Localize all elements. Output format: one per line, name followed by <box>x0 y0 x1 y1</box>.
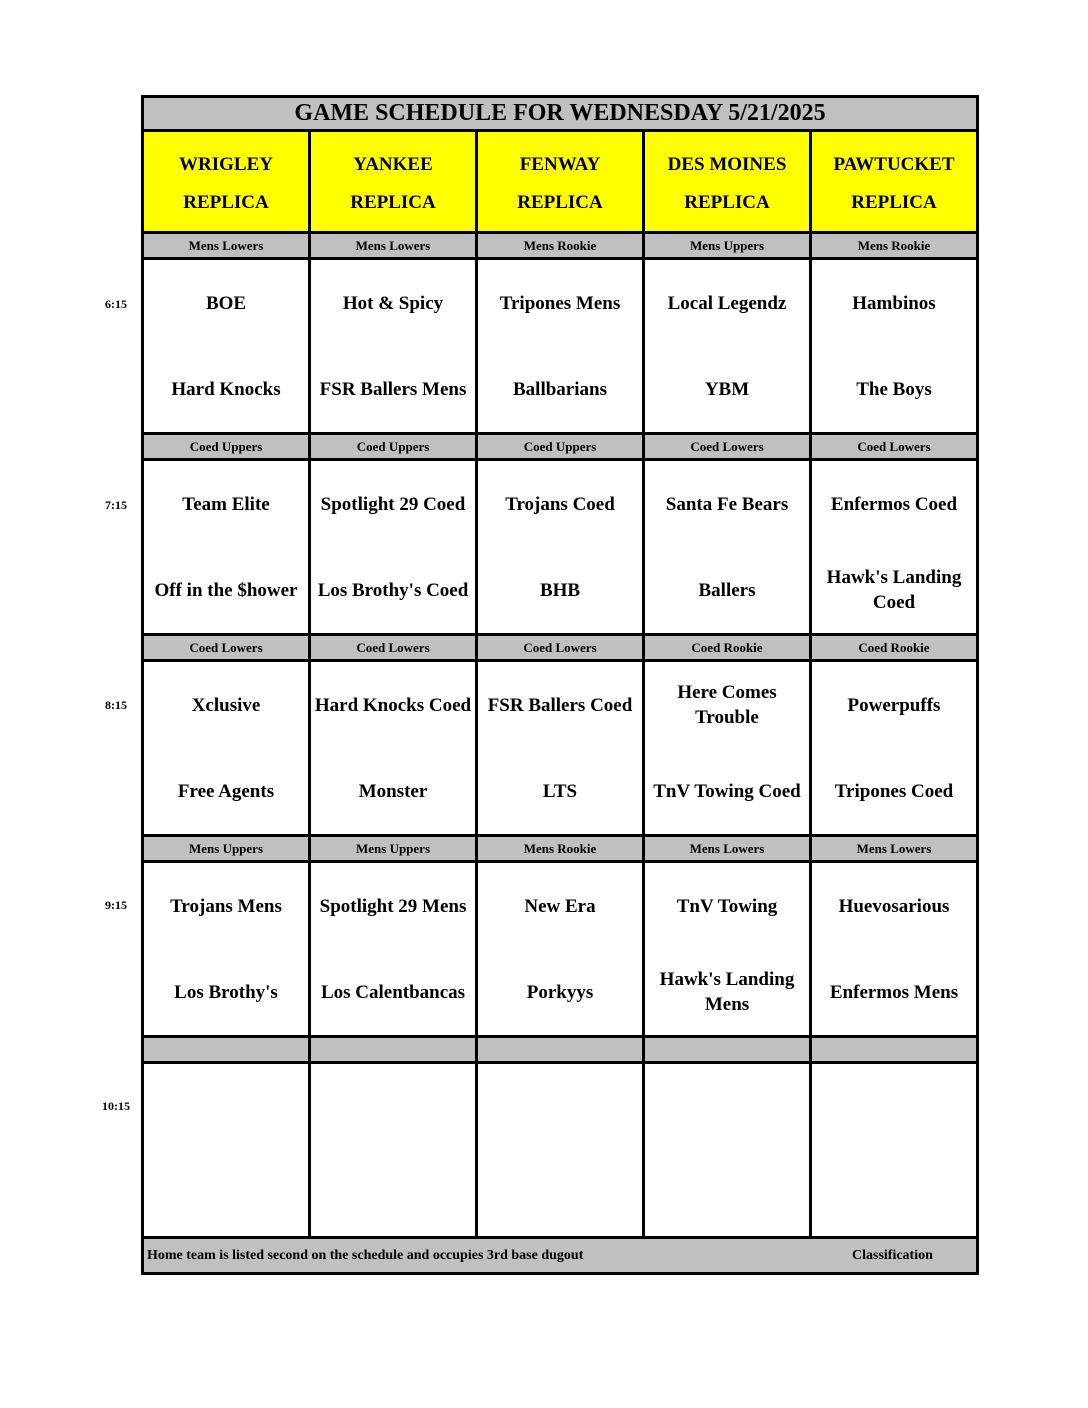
footer-bar <box>144 1239 976 1272</box>
field-name: PAWTUCKET <box>833 154 955 175</box>
away-team: Hard Knocks Coed <box>314 694 472 716</box>
game-cell <box>144 863 311 1035</box>
division-label: Coed Rookie <box>645 636 812 659</box>
division-label <box>478 1038 645 1061</box>
division-label: Mens Uppers <box>311 837 478 860</box>
division-label <box>144 1038 311 1061</box>
division-label: Mens Rookie <box>478 837 645 860</box>
game-cell <box>812 1064 976 1236</box>
home-team <box>311 1150 475 1236</box>
away-team: Powerpuffs <box>847 694 941 716</box>
division-label: Coed Uppers <box>478 435 645 458</box>
division-label: Mens Lowers <box>856 840 932 856</box>
away-team: Trojans Mens <box>170 895 282 917</box>
games-row <box>144 662 976 837</box>
time-label: 6:15 <box>105 297 127 311</box>
home-team: Enfermos Mens <box>829 981 959 1003</box>
game-cell <box>478 260 645 432</box>
division-row <box>144 636 976 662</box>
division-label <box>311 1038 478 1061</box>
home-team: TnV Towing Coed <box>653 780 801 802</box>
division-label <box>645 1038 812 1061</box>
away-team: Santa Fe Bears <box>665 493 789 515</box>
away-team: Hot & Spicy <box>342 292 444 314</box>
game-cell <box>645 662 812 834</box>
division-label: Mens Lowers <box>645 837 812 860</box>
away-team: Enfermos Coed <box>830 493 958 515</box>
division-label: Mens Rookie <box>857 237 931 253</box>
division-label: Coed Lowers <box>144 636 311 659</box>
away-team <box>144 1064 308 1150</box>
field-type: REPLICA <box>350 192 436 213</box>
game-cell <box>812 662 976 834</box>
division-label: Mens Lowers <box>144 234 311 257</box>
home-team: BHB <box>539 579 581 601</box>
division-label: Coed Uppers <box>144 435 311 458</box>
field-header-fenway <box>478 132 645 231</box>
game-cell <box>144 260 311 432</box>
schedule-title: GAME SCHEDULE FOR WEDNESDAY 5/21/2025 <box>144 98 976 132</box>
field-type: REPLICA <box>517 192 603 213</box>
away-team: Team Elite <box>182 493 270 515</box>
division-row <box>144 837 976 863</box>
field-header-row <box>144 132 976 234</box>
game-cell <box>478 461 645 633</box>
field-header-pawtucket <box>812 132 976 231</box>
division-row <box>144 435 976 461</box>
field-name: DES MOINES <box>667 154 787 175</box>
home-team: Los Calentbancas <box>320 981 466 1003</box>
home-team: Los Brothy's Coed <box>317 579 469 601</box>
field-type: REPLICA <box>183 192 269 213</box>
game-cell <box>478 1064 645 1236</box>
division-label <box>812 1038 976 1061</box>
division-label: Mens Rookie <box>478 234 645 257</box>
time-label: 8:15 <box>105 698 127 712</box>
game-cell <box>311 1064 478 1236</box>
field-type: REPLICA <box>851 192 937 213</box>
game-cell <box>311 461 478 633</box>
field-name: FENWAY <box>519 154 601 175</box>
away-team: Xclusive <box>191 694 261 716</box>
away-team <box>645 1064 809 1150</box>
game-cell <box>645 260 812 432</box>
games-row <box>144 1064 976 1239</box>
home-team: Off in the $hower <box>154 579 298 601</box>
away-team: Trojans Coed <box>505 493 615 515</box>
away-team: Tripones Mens <box>499 292 621 314</box>
home-team: Ballers <box>698 579 756 601</box>
away-team: Local Legendz <box>667 292 787 314</box>
home-team: LTS <box>542 780 578 802</box>
home-team: Ballbarians <box>513 378 607 400</box>
away-team: BOE <box>205 292 247 314</box>
away-team <box>812 1064 976 1150</box>
home-team <box>144 1150 308 1236</box>
home-team <box>812 1150 976 1236</box>
home-team: Porkyys <box>526 981 594 1003</box>
home-team: The Boys <box>856 378 932 400</box>
games-row <box>144 863 976 1038</box>
away-team: TnV Towing <box>676 895 778 917</box>
field-header-des-moines <box>645 132 812 231</box>
home-team-note: Home team is listed second on the schedule and occupies 3rd base dugout <box>147 1247 584 1263</box>
division-label: Coed Uppers <box>311 435 478 458</box>
division-label: Mens Lowers <box>311 234 478 257</box>
game-cell <box>144 1064 311 1236</box>
game-cell <box>311 662 478 834</box>
division-label: Coed Lowers <box>645 435 812 458</box>
game-cell <box>478 863 645 1035</box>
game-cell <box>144 461 311 633</box>
game-cell <box>478 662 645 834</box>
away-team: FSR Ballers Coed <box>487 694 633 716</box>
away-team: Spotlight 29 Mens <box>319 895 467 917</box>
games-row <box>144 260 976 435</box>
division-label: Mens Uppers <box>144 837 311 860</box>
away-team: New Era <box>524 895 596 917</box>
time-label: 9:15 <box>105 898 127 912</box>
home-team: Hawk's Landing Coed <box>826 567 962 613</box>
game-cell <box>812 461 976 633</box>
time-label: 7:15 <box>105 498 127 512</box>
away-team: Huevosarious <box>838 895 950 917</box>
home-team: Free Agents <box>177 780 275 802</box>
away-team <box>311 1064 475 1150</box>
game-cell <box>311 863 478 1035</box>
field-header-wrigley <box>144 132 311 231</box>
field-name: WRIGLEY <box>179 154 273 175</box>
time-label: 10:15 <box>102 1099 130 1113</box>
home-team: Los Brothy's <box>174 981 278 1003</box>
game-cell <box>311 260 478 432</box>
division-label: Coed Lowers <box>857 438 931 454</box>
field-header-yankee <box>311 132 478 231</box>
division-label: Mens Uppers <box>645 234 812 257</box>
away-team: Here Comes Trouble <box>677 682 777 728</box>
division-label: Coed Rookie <box>858 639 930 655</box>
game-cell <box>645 461 812 633</box>
home-team <box>645 1150 809 1236</box>
game-cell <box>645 1064 812 1236</box>
game-cell <box>645 863 812 1035</box>
division-label: Coed Lowers <box>311 636 478 659</box>
schedule-table <box>141 95 979 1275</box>
game-cell <box>812 863 976 1035</box>
home-team: Tripones Coed <box>834 780 954 802</box>
home-team: Hard Knocks <box>171 378 281 400</box>
division-label: Coed Lowers <box>478 636 645 659</box>
game-cell <box>144 662 311 834</box>
home-team: FSR Ballers Mens <box>319 378 467 400</box>
field-type: REPLICA <box>684 192 770 213</box>
home-team: Hawk's Landing Mens <box>659 969 795 1015</box>
home-team <box>478 1150 642 1236</box>
away-team <box>478 1064 642 1150</box>
away-team: Spotlight 29 Coed <box>320 493 466 515</box>
game-cell <box>812 260 976 432</box>
division-row <box>144 234 976 260</box>
classification-label: Classification <box>852 1247 933 1263</box>
away-team: Hambinos <box>852 292 936 314</box>
home-team: YBM <box>704 378 750 400</box>
field-name: YANKEE <box>353 154 433 175</box>
home-team: Monster <box>358 780 428 802</box>
games-row <box>144 461 976 636</box>
division-row <box>144 1038 976 1064</box>
